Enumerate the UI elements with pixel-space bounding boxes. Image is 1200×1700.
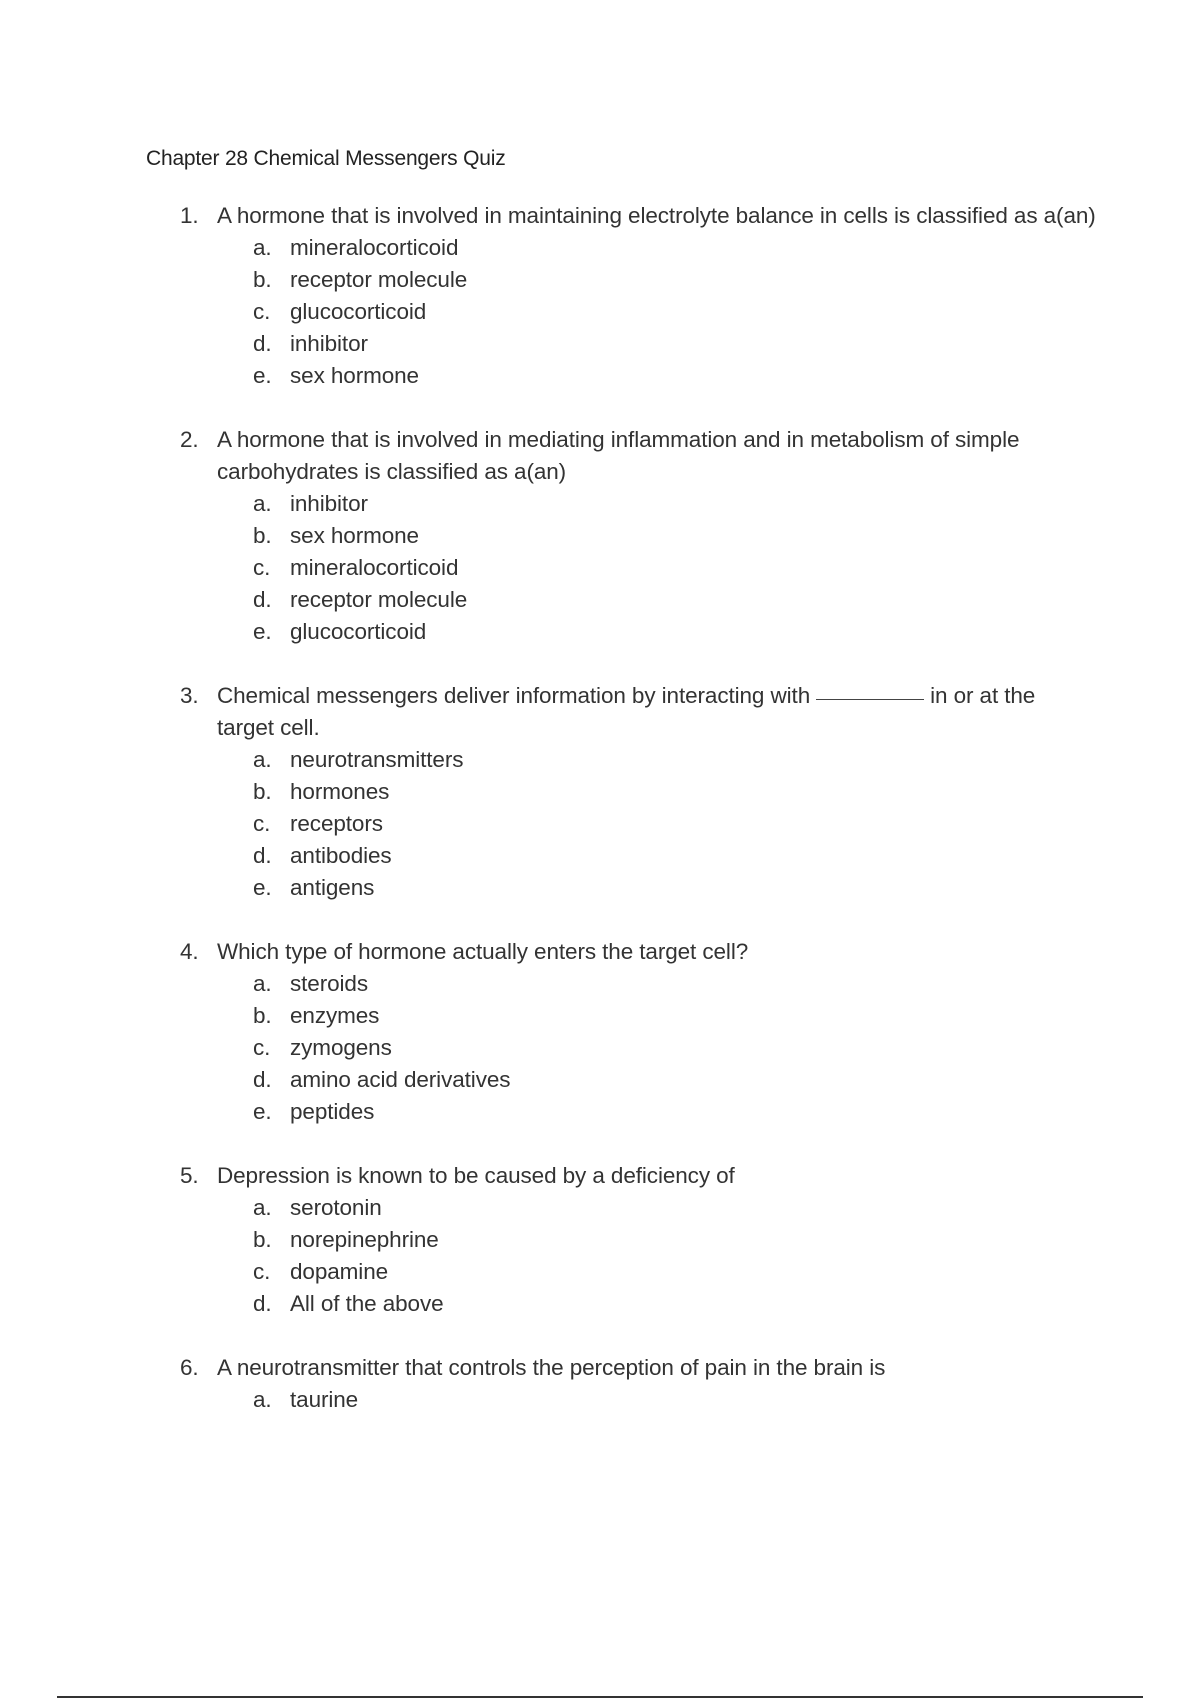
option-text: glucocorticoid [290,299,427,324]
option-b [0,1224,1200,1256]
question-text-before-blank: Chemical messengers deliver information by interacting with [217,683,811,708]
option-text: antibodies [290,843,392,868]
option-letter: d. [253,331,272,356]
question-number: 6. [180,1355,199,1380]
option-letter: b. [253,523,272,548]
option-text: neurotransmitters [290,747,464,772]
question-2 [0,424,1200,648]
option-letter: e. [253,363,272,388]
option-text: mineralocorticoid [290,235,459,260]
option-list [0,1192,1200,1320]
option-text: receptor molecule [290,267,468,292]
question-stem [0,200,1097,232]
option-b [0,264,1200,296]
option-letter: c. [253,555,271,580]
option-d [0,328,1200,360]
page-title: Chapter 28 Chemical Messengers Quiz [146,147,506,170]
option-letter: b. [253,1003,272,1028]
option-text: glucocorticoid [290,619,427,644]
question-6 [0,1352,1200,1416]
question-stem [0,424,1097,488]
option-letter: d. [253,1291,272,1316]
question-number: 1. [180,203,199,228]
option-text: steroids [290,971,368,996]
question-text: A hormone that is involved in mediating inflammation and in metabolism of simple carbohydrates is classified as a(an) [217,427,1020,484]
option-a [0,1384,1200,1416]
option-text: receptors [290,811,383,836]
option-text: inhibitor [290,331,368,356]
option-e [0,1096,1200,1128]
option-a [0,744,1200,776]
question-text: A hormone that is involved in maintaining electrolyte balance in cells is classified as a(an) [217,203,1096,228]
option-text: dopamine [290,1259,389,1284]
question-5 [0,1160,1200,1320]
option-text: taurine [290,1387,359,1412]
question-text-after-blank: in or at the target cell. [217,683,1036,740]
question-number: 5. [180,1163,199,1188]
option-list [0,968,1200,1128]
option-letter: d. [253,843,272,868]
option-e [0,360,1200,392]
option-letter: a. [253,491,272,516]
answer-blank [816,697,924,700]
option-text: enzymes [290,1003,380,1028]
option-letter: d. [253,587,272,612]
question-text: A neurotransmitter that controls the perception of pain in the brain is [217,1355,886,1380]
question-3 [0,680,1200,904]
option-c [0,552,1200,584]
option-letter: b. [253,779,272,804]
option-e [0,616,1200,648]
option-letter: d. [253,1067,272,1092]
option-d [0,584,1200,616]
option-text: receptor molecule [290,587,468,612]
option-letter: e. [253,619,272,644]
question-text: Which type of hormone actually enters the target cell? [217,939,749,964]
question-number: 4. [180,939,199,964]
question-number: 2. [180,427,199,452]
option-d [0,1288,1200,1320]
question-4 [0,936,1200,1128]
option-text: hormones [290,779,390,804]
option-b [0,776,1200,808]
option-list [0,1384,1200,1416]
option-letter: a. [253,1195,272,1220]
option-text: norepinephrine [290,1227,439,1252]
option-text: sex hormone [290,523,419,548]
option-letter: b. [253,1227,272,1252]
option-letter: a. [253,971,272,996]
option-e [0,872,1200,904]
question-stem [0,1352,1097,1384]
option-letter: c. [253,1035,271,1060]
question-list [0,200,1200,1448]
option-text: serotonin [290,1195,382,1220]
option-letter: a. [253,235,272,260]
option-b [0,520,1200,552]
option-letter: e. [253,1099,272,1124]
option-list [0,488,1200,648]
option-letter: a. [253,1387,272,1412]
option-list [0,232,1200,392]
option-d [0,1064,1200,1096]
option-letter: e. [253,875,272,900]
option-letter: a. [253,747,272,772]
option-d [0,840,1200,872]
question-text: Depression is known to be caused by a deficiency of [217,1163,735,1188]
option-c [0,808,1200,840]
option-a [0,1192,1200,1224]
option-c [0,296,1200,328]
question-stem [0,1160,1097,1192]
question-stem [0,936,1097,968]
option-letter: c. [253,299,271,324]
question-stem [0,680,1097,744]
option-text: antigens [290,875,375,900]
option-text: peptides [290,1099,375,1124]
option-a [0,488,1200,520]
option-letter: c. [253,811,271,836]
option-text: mineralocorticoid [290,555,459,580]
option-text: inhibitor [290,491,368,516]
option-letter: b. [253,267,272,292]
option-b [0,1000,1200,1032]
option-letter: c. [253,1259,271,1284]
option-text: zymogens [290,1035,392,1060]
option-c [0,1032,1200,1064]
option-text: All of the above [290,1291,444,1316]
option-text: sex hormone [290,363,419,388]
page-bottom-rule [57,1696,1143,1698]
question-number: 3. [180,683,199,708]
option-a [0,968,1200,1000]
option-a [0,232,1200,264]
option-c [0,1256,1200,1288]
option-list [0,744,1200,904]
option-text: amino acid derivatives [290,1067,511,1092]
question-1 [0,200,1200,392]
